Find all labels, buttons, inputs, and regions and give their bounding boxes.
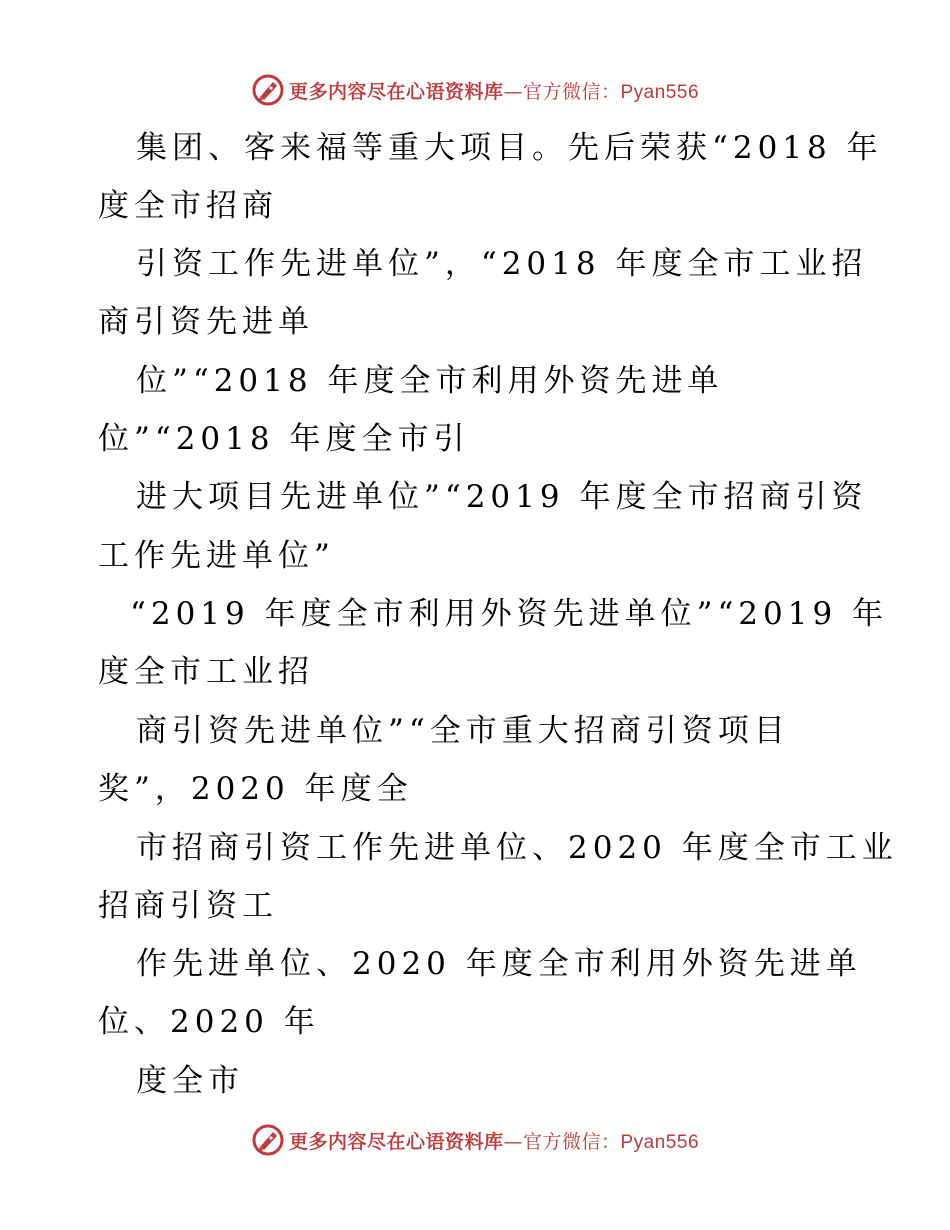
watermark-text	[289, 1127, 699, 1154]
body-line: 位、2020 年	[98, 1004, 320, 1040]
body-line: “2019 年度全市利用外资先进单位”“2019 年	[130, 596, 889, 632]
body-line: 商引资先进单	[98, 304, 314, 340]
body-line: 工作先进单位”	[98, 538, 335, 574]
footer-watermark	[0, 1120, 950, 1160]
body-line: 招商引资工	[98, 888, 278, 924]
body-line: 度全市	[136, 1063, 244, 1099]
watermark-id: Pyan556	[620, 1131, 700, 1153]
watermark-id: Pyan556	[620, 81, 700, 103]
body-line: 位”“2018 年度全市利用外资先进单	[136, 363, 724, 399]
pen-nib-logo-icon	[251, 1123, 285, 1157]
watermark-brand: 更多内容尽在心语资料库	[288, 1130, 504, 1153]
body-line: 度全市招商	[98, 188, 278, 224]
watermark-label: 官方微信：	[522, 1130, 621, 1153]
watermark-separator: —	[503, 1130, 523, 1153]
body-line: 集团、客来福等重大项目。先后荣获“2018 年	[136, 130, 883, 166]
body-line: 奖”，2020 年度全	[98, 771, 413, 807]
body-line: 作先进单位、2020 年度全市利用外资先进单	[136, 946, 862, 982]
body-line: 进大项目先进单位”“2019 年度全市招商引资	[136, 479, 868, 515]
body-line: 度全市工业招	[98, 654, 314, 690]
watermark-label: 官方微信：	[522, 80, 621, 103]
body-line: 引资工作先进单位”，“2018 年度全市工业招	[136, 246, 868, 282]
watermark-separator: —	[503, 80, 523, 103]
body-line: 位”“2018 年度全市引	[98, 421, 470, 457]
body-line: 市招商引资工作先进单位、2020 年度全市工业	[136, 830, 898, 866]
watermark-brand: 更多内容尽在心语资料库	[288, 80, 504, 103]
body-line: 商引资先进单位”“全市重大招商引资项目	[136, 713, 790, 749]
